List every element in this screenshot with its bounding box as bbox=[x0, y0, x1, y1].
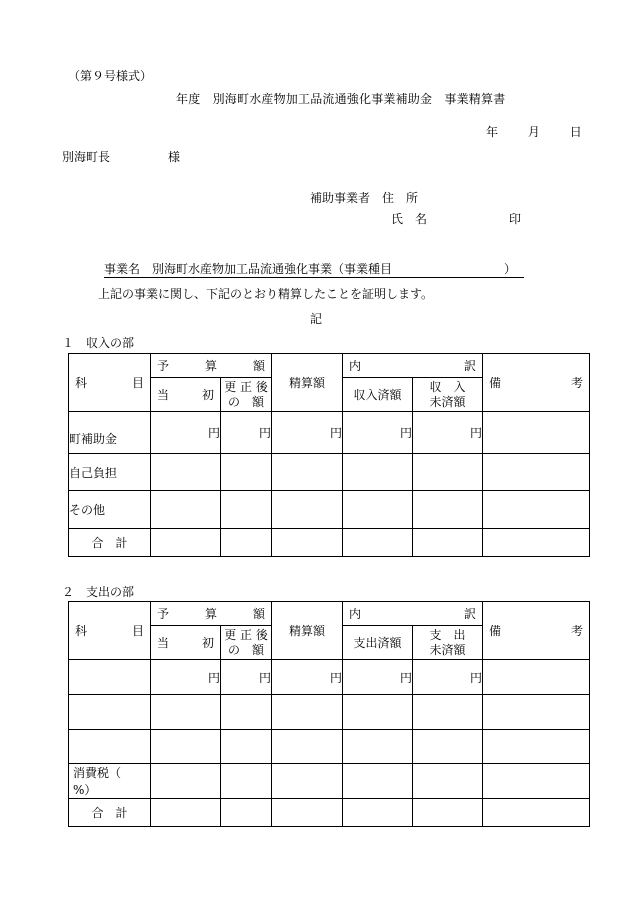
header-shishutsu-misai: 支 出 未済額 bbox=[413, 626, 483, 660]
yen-unit: 円 bbox=[151, 412, 221, 454]
table-row bbox=[69, 660, 590, 695]
total-label: 合 計 bbox=[69, 799, 151, 827]
header-shunyuzumi: 収入済額 bbox=[343, 378, 413, 412]
date-row bbox=[486, 126, 582, 138]
header-kousei: 更 正 後 の 額 bbox=[221, 378, 272, 412]
expense-table bbox=[68, 601, 590, 827]
header-shishutsuzumi: 支出済額 bbox=[343, 626, 413, 660]
header-biko: 備 考 bbox=[483, 602, 590, 660]
yen-unit: 円 bbox=[413, 660, 483, 695]
yen-unit: 円 bbox=[272, 412, 343, 454]
project-close-paren: ） bbox=[503, 262, 516, 276]
addressee bbox=[62, 151, 180, 163]
applicant-role: 補助事業者 bbox=[310, 191, 371, 205]
certify-statement: 上記の事業に関し、下記のとおり精算したことを証明します。 bbox=[98, 287, 434, 301]
total-row bbox=[69, 529, 590, 557]
project-name-text: 事業名 別海町水産物加工品流通強化事業（事業種目 bbox=[104, 262, 393, 276]
name-label: 氏 名 bbox=[391, 212, 428, 226]
total-row bbox=[69, 799, 590, 827]
total-label: 合 計 bbox=[69, 529, 151, 557]
header-shunyu-misai: 収 入 未済額 bbox=[413, 378, 483, 412]
header-toushou: 当 初 bbox=[151, 626, 221, 660]
yen-unit: 円 bbox=[151, 660, 221, 695]
seal-mark: 印 bbox=[509, 212, 522, 226]
row-label: その他 bbox=[69, 491, 151, 529]
header-seisan: 精算額 bbox=[272, 354, 343, 412]
header-kamoku: 科 目 bbox=[69, 602, 151, 660]
addressee-honorific: 様 bbox=[168, 150, 181, 164]
header-uchiwake: 内 訳 bbox=[343, 602, 483, 626]
addressee-name: 別海町長 bbox=[62, 150, 111, 164]
income-section-heading: １ 収入の部 bbox=[62, 336, 135, 350]
header-uchiwake: 内 訳 bbox=[343, 354, 483, 378]
yen-unit: 円 bbox=[221, 660, 272, 695]
applicant-name-row bbox=[379, 212, 522, 226]
applicant-address-row bbox=[310, 192, 418, 204]
header-seisan: 精算額 bbox=[272, 602, 343, 660]
project-name-line bbox=[104, 263, 524, 278]
yen-unit: 円 bbox=[413, 412, 483, 454]
date-day-label: 日 bbox=[569, 125, 582, 139]
header-yosan: 予 算 額 bbox=[151, 354, 272, 378]
document-title: 年度 別海町水産物加工品流通強化事業補助金 事業精算書 bbox=[176, 92, 506, 106]
table-row bbox=[69, 412, 590, 454]
yen-unit: 円 bbox=[343, 660, 413, 695]
yen-unit: 円 bbox=[343, 412, 413, 454]
table-row bbox=[69, 454, 590, 491]
ki-mark: 記 bbox=[310, 312, 323, 326]
form-number: （第９号様式） bbox=[68, 69, 153, 83]
header-kousei: 更 正 後 の 額 bbox=[221, 626, 272, 660]
table-row bbox=[69, 764, 590, 799]
table-row bbox=[69, 730, 590, 764]
header-toushou: 当 初 bbox=[151, 378, 221, 412]
table-row bbox=[69, 695, 590, 730]
yen-unit: 円 bbox=[272, 660, 343, 695]
row-label: 自己負担 bbox=[69, 454, 151, 491]
income-table bbox=[68, 353, 590, 557]
header-yosan: 予 算 額 bbox=[151, 602, 272, 626]
date-month-label: 月 bbox=[527, 125, 540, 139]
table-row bbox=[69, 491, 590, 529]
header-kamoku: 科 目 bbox=[69, 354, 151, 412]
yen-unit: 円 bbox=[221, 412, 272, 454]
date-year-label: 年 bbox=[486, 125, 499, 139]
address-label: 住 所 bbox=[382, 191, 419, 205]
expense-section-heading: ２ 支出の部 bbox=[62, 585, 135, 599]
header-biko: 備 考 bbox=[483, 354, 590, 412]
row-label: 町補助金 bbox=[69, 412, 151, 454]
tax-label: 消費税（ %） bbox=[69, 764, 151, 799]
